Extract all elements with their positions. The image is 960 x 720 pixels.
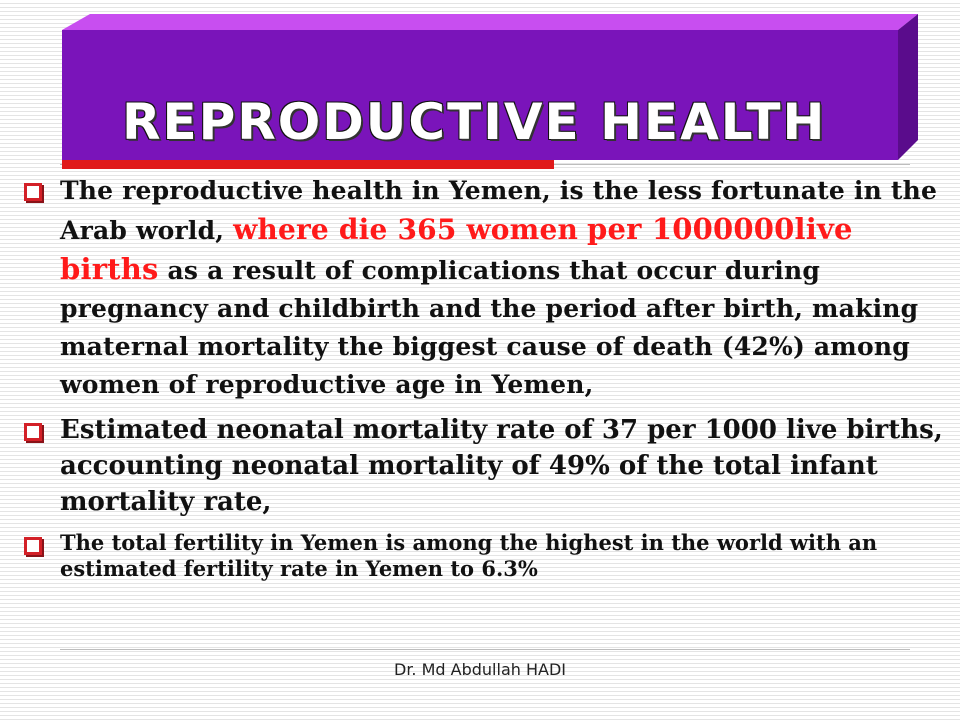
bullet-list [22,172,957,582]
square-bullet-icon [22,421,44,443]
footer-author: Dr. Md Abdullah HADI [394,660,566,679]
bullet-text: The total fertility in Yemen is among the highest in the world with an estimated fertility rate in Yemen to 6.3% [60,530,878,581]
bullet-text: Estimated neonatal mortality rate of 37 per 1000 live births, accounting neonatal mortality of 49% of the total infant mortality rate, [60,415,943,517]
banner-side-face [898,14,918,160]
banner-top-face [62,14,918,30]
square-bullet-icon [22,181,44,203]
bullet-item-fertility [22,530,957,582]
bullet-item-maternal-mortality [22,172,957,404]
footer-divider [60,649,910,650]
bullet-item-neonatal-mortality [22,412,957,520]
title-accent-bar [62,160,554,169]
square-bullet-icon [22,535,44,557]
bullet-text-rest: as a result of complications that occur during pregnancy and childbirth and the period after birth, making maternal mortality the biggest cause of death (42%) among women of reproductive age in Yemen, [60,256,919,399]
bullet-highlight-deaths: where die 365 women [233,213,579,246]
bullet-highlight-births: per 1000000live births [60,212,853,286]
bullet-text-intro: The reproductive health in Yemen, is the less fortunate in the Arab world, [60,176,938,245]
page-title: REPRODUCTIVE HEALTH [122,93,827,151]
